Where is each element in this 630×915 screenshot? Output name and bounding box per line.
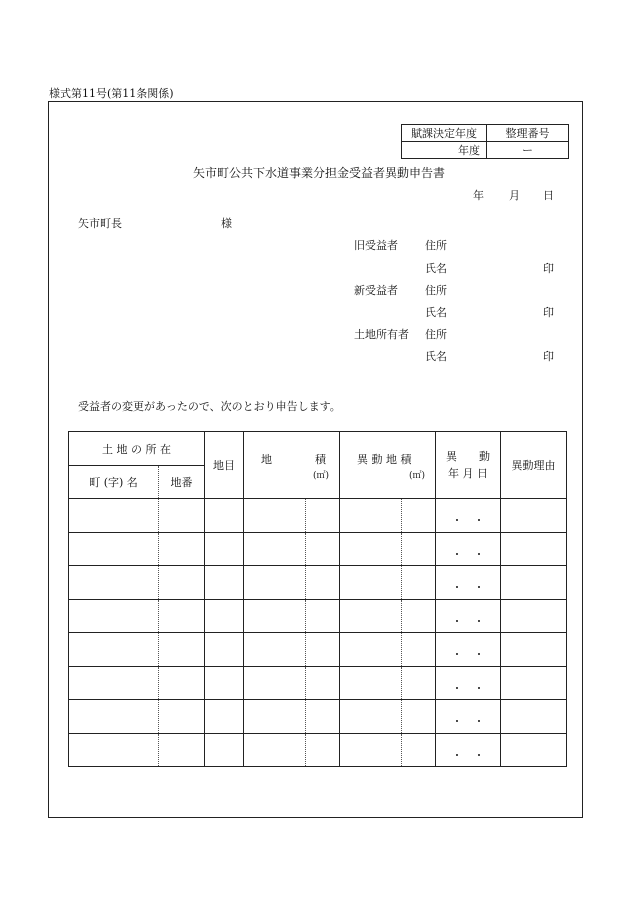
area-decimal-cell[interactable]: [306, 566, 340, 600]
land-category-cell[interactable]: [205, 666, 244, 700]
land-category-cell[interactable]: [205, 633, 244, 667]
land-category-cell[interactable]: [205, 599, 244, 633]
change-date-cell[interactable]: [436, 733, 501, 767]
town-name-cell[interactable]: [69, 733, 159, 767]
town-name-cell[interactable]: [69, 700, 159, 734]
change-date-cell[interactable]: [436, 599, 501, 633]
old-beneficiary-name-label: 氏名: [425, 262, 447, 275]
new-beneficiary-seal: 印: [543, 306, 554, 319]
new-beneficiary-address-label: 住所: [425, 284, 447, 297]
area-header-left: 地: [261, 453, 272, 466]
town-name-cell[interactable]: [69, 499, 159, 533]
area-integer-cell[interactable]: [244, 599, 306, 633]
landowner-name-label: 氏名: [425, 350, 447, 363]
table-row: [69, 532, 567, 566]
change-date-header-bottom: 年 月 日: [448, 467, 488, 480]
land-category-cell[interactable]: [205, 532, 244, 566]
area-integer-cell[interactable]: [244, 700, 306, 734]
lot-number-cell[interactable]: [159, 633, 205, 667]
date-placeholder: ・ ・: [451, 547, 485, 561]
table-row: [69, 733, 567, 767]
area-integer-cell[interactable]: [244, 733, 306, 767]
lot-number-header: 地番: [159, 466, 205, 499]
addressee-name: 矢市町長: [78, 217, 122, 230]
town-name-header: 町 (字) 名: [69, 466, 159, 499]
change-reason-cell[interactable]: [501, 700, 567, 734]
declaration-statement: 受益者の変更があったので、次のとおり申告します。: [78, 400, 341, 413]
fiscal-year-label: 賦課決定年度: [402, 125, 487, 142]
town-name-cell[interactable]: [69, 599, 159, 633]
date-placeholder: ・ ・: [451, 681, 485, 695]
change-reason-header: 異動理由: [501, 432, 567, 499]
date-placeholder: ・ ・: [451, 748, 485, 762]
change-area-integer-cell[interactable]: [340, 532, 402, 566]
change-area-header: [340, 432, 436, 499]
change-reason-cell[interactable]: [501, 599, 567, 633]
area-integer-cell[interactable]: [244, 666, 306, 700]
lot-number-cell[interactable]: [159, 666, 205, 700]
area-integer-cell[interactable]: [244, 499, 306, 533]
change-area-integer-cell[interactable]: [340, 599, 402, 633]
change-reason-cell[interactable]: [501, 633, 567, 667]
lot-number-cell[interactable]: [159, 566, 205, 600]
change-reason-cell[interactable]: [501, 532, 567, 566]
change-area-decimal-cell[interactable]: [402, 666, 436, 700]
area-decimal-cell[interactable]: [306, 599, 340, 633]
fiscal-year-field[interactable]: 年度: [402, 142, 487, 159]
change-reason-cell[interactable]: [501, 499, 567, 533]
land-category-cell[interactable]: [205, 733, 244, 767]
table-row: [69, 599, 567, 633]
date-placeholder: ・ ・: [451, 614, 485, 628]
change-date-cell[interactable]: [436, 666, 501, 700]
area-header-right: 積: [315, 453, 326, 466]
change-area-integer-cell[interactable]: [340, 700, 402, 734]
change-area-title: 異 動 地 積: [357, 453, 412, 466]
date-year-label: 年: [473, 189, 484, 202]
change-date-cell[interactable]: [436, 532, 501, 566]
landowner-label: 土地所有者: [354, 328, 409, 341]
form-number: 様式第11号(第11条関係): [49, 87, 174, 100]
change-reason-cell[interactable]: [501, 566, 567, 600]
land-change-table: [68, 431, 567, 767]
old-beneficiary-label: 旧受益者: [354, 239, 398, 252]
change-area-decimal-cell[interactable]: [402, 566, 436, 600]
change-date-cell[interactable]: [436, 499, 501, 533]
land-category-header: 地目: [205, 432, 244, 499]
town-name-cell[interactable]: [69, 633, 159, 667]
table-row: [69, 499, 567, 533]
table-row: [69, 666, 567, 700]
date-day-label: 日: [543, 189, 554, 202]
change-area-decimal-cell[interactable]: [402, 633, 436, 667]
area-integer-cell[interactable]: [244, 532, 306, 566]
area-decimal-cell[interactable]: [306, 499, 340, 533]
land-category-cell[interactable]: [205, 700, 244, 734]
area-decimal-cell[interactable]: [306, 532, 340, 566]
table-row: [69, 633, 567, 667]
change-date-cell[interactable]: [436, 633, 501, 667]
change-date-header: [436, 432, 501, 499]
change-reason-cell[interactable]: [501, 666, 567, 700]
date-placeholder: ・ ・: [451, 514, 485, 528]
land-category-cell[interactable]: [205, 566, 244, 600]
change-area-decimal-cell[interactable]: [402, 599, 436, 633]
change-area-integer-cell[interactable]: [340, 633, 402, 667]
form-title: 矢市町公共下水道事業分担金受益者異動申告書: [193, 166, 446, 180]
change-area-decimal-cell[interactable]: [402, 700, 436, 734]
change-area-integer-cell[interactable]: [340, 499, 402, 533]
change-area-integer-cell[interactable]: [340, 666, 402, 700]
date-placeholder: ・ ・: [451, 715, 485, 729]
location-header: 土 地 の 所 在: [69, 432, 205, 466]
change-date-cell[interactable]: [436, 566, 501, 600]
town-name-cell[interactable]: [69, 566, 159, 600]
old-beneficiary-address-label: 住所: [425, 239, 447, 252]
area-decimal-cell[interactable]: [306, 733, 340, 767]
change-area-decimal-cell[interactable]: [402, 532, 436, 566]
area-unit: (㎡): [313, 471, 330, 481]
lot-number-cell[interactable]: [159, 532, 205, 566]
date-month-label: 月: [509, 189, 520, 202]
town-name-cell[interactable]: [69, 532, 159, 566]
change-date-header-top: 異 動: [446, 450, 490, 463]
new-beneficiary-name-label: 氏名: [425, 306, 447, 319]
change-area-decimal-cell[interactable]: [402, 733, 436, 767]
lot-number-cell[interactable]: [159, 599, 205, 633]
area-decimal-cell[interactable]: [306, 700, 340, 734]
area-decimal-cell[interactable]: [306, 633, 340, 667]
new-beneficiary-label: 新受益者: [354, 284, 398, 297]
date-placeholder: ・ ・: [451, 581, 485, 595]
lot-number-cell[interactable]: [159, 700, 205, 734]
lot-number-cell[interactable]: [159, 733, 205, 767]
change-area-decimal-cell[interactable]: [402, 499, 436, 533]
serial-number-field[interactable]: ー: [487, 142, 569, 159]
change-reason-cell[interactable]: [501, 733, 567, 767]
landowner-seal: 印: [543, 350, 554, 363]
change-date-cell[interactable]: [436, 700, 501, 734]
town-name-cell[interactable]: [69, 666, 159, 700]
area-integer-cell[interactable]: [244, 633, 306, 667]
area-decimal-cell[interactable]: [306, 666, 340, 700]
table-row: [69, 700, 567, 734]
date-placeholder: ・ ・: [451, 648, 485, 662]
change-area-unit: (㎡): [409, 471, 426, 481]
reference-box: [401, 124, 569, 159]
addressee-honorific: 様: [221, 217, 232, 230]
change-area-integer-cell[interactable]: [340, 733, 402, 767]
old-beneficiary-seal: 印: [543, 262, 554, 275]
table-row: [69, 566, 567, 600]
serial-number-label: 整理番号: [487, 125, 569, 142]
area-integer-cell[interactable]: [244, 566, 306, 600]
area-header: [244, 432, 340, 499]
change-area-integer-cell[interactable]: [340, 566, 402, 600]
lot-number-cell[interactable]: [159, 499, 205, 533]
landowner-address-label: 住所: [425, 328, 447, 341]
land-category-cell[interactable]: [205, 499, 244, 533]
